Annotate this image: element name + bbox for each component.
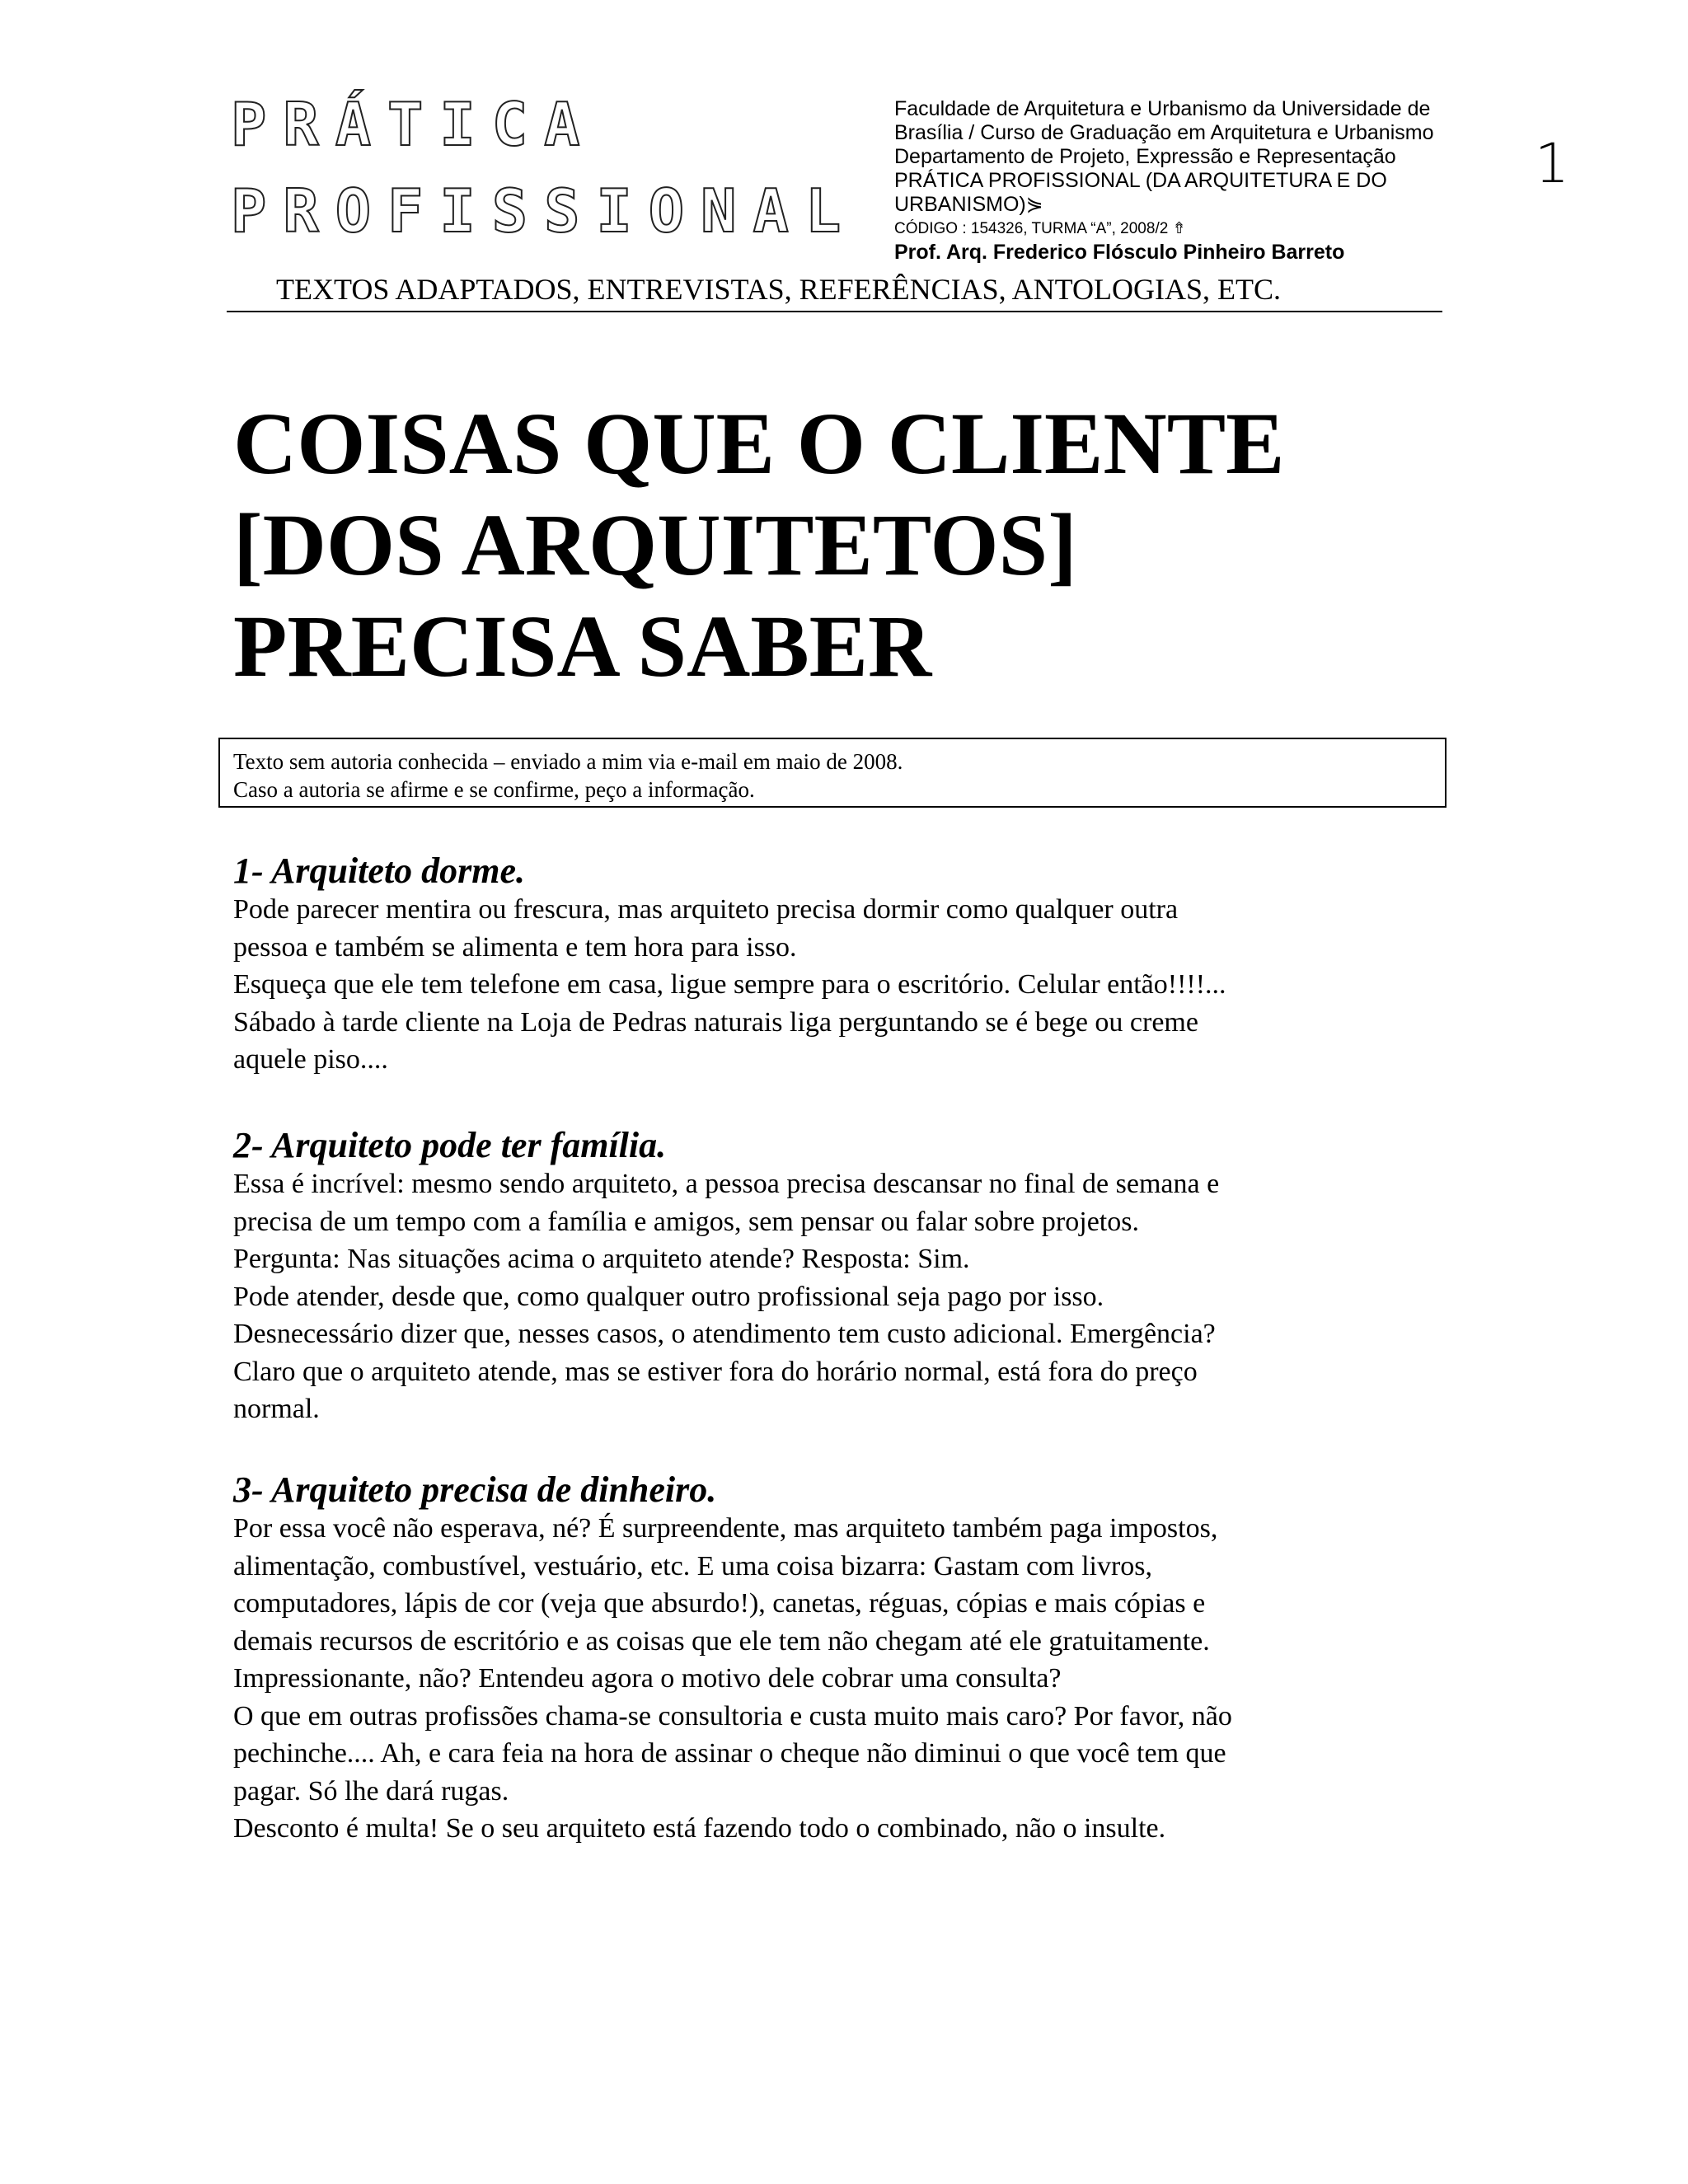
title-line: COISAS QUE O CLIENTE <box>233 396 1285 493</box>
document-title <box>233 394 1284 698</box>
paragraph-line: Pergunta: Nas situações acima o arquiteto atende? Resposta: Sim. <box>233 1244 970 1274</box>
paragraph-line: aquele piso.... <box>233 1044 388 1075</box>
paragraph-line: precisa de um tempo com a família e amigos, sem pensar ou falar sobre projetos. <box>233 1206 1139 1237</box>
paragraph-line: Desconto é multa! Se o seu arquiteto está fazendo todo o combinado, não o insulte. <box>233 1813 1166 1844</box>
paragraph-line: Essa é incrível: mesmo sendo arquiteto, a pessoa precisa descansar no final de semana e <box>233 1169 1220 1199</box>
logo-line-1: PRÁTICA <box>231 90 597 159</box>
course-code: CÓDIGO : 154326, TURMA “A”, 2008/2 ⇮ <box>894 220 1186 237</box>
institution-line: URBANISMO)⋟ <box>894 193 1043 216</box>
paragraph-line: demais recursos de escritório e as coisas que ele tem não chegam até ele gratuitamente. <box>233 1625 1210 1657</box>
authorship-note <box>218 738 1447 808</box>
paragraph-line: Sábado à tarde cliente na Loja de Pedras naturais liga perguntando se é bege ou creme <box>233 1006 1198 1038</box>
note-line: Texto sem autoria conhecida – enviado a mim via e-mail em maio de 2008. <box>233 749 903 774</box>
section-heading: 3- Arquiteto precisa de dinheiro. <box>233 1469 717 1510</box>
page-number: 1 <box>1535 132 1569 195</box>
paragraph-line: pechinche.... Ah, e cara feia na hora de assinar o cheque não diminui o que você tem que <box>233 1738 1226 1769</box>
paragraph-line: O que em outras profissões chama-se consultoria e custa muito mais caro? Por favor, não <box>233 1700 1232 1732</box>
paragraph-line: normal. <box>233 1394 320 1424</box>
section-arquiteto-familia <box>233 1126 1519 1428</box>
paragraph-line: Pode atender, desde que, como qualquer outro profissional seja pago por isso. <box>233 1281 1104 1312</box>
institution-line: PRÁTICA PROFISSIONAL (DA ARQUITETURA E DO <box>894 169 1387 192</box>
institution-line: Brasília / Curso de Graduação em Arquitetura e Urbanismo <box>894 121 1434 144</box>
institution-line: Departamento de Projeto, Expressão e Representação <box>894 145 1396 168</box>
note-line: Caso a autoria se afirme e se confirme, peço a informação. <box>233 777 755 802</box>
paragraph-line: Esqueça que ele tem telefone em casa, ligue sempre para o escritório. Celular então!!!!... <box>233 969 1226 1000</box>
header-divider <box>227 311 1442 312</box>
title-line: [DOS ARQUITETOS] <box>233 497 1077 594</box>
section-heading: 1- Arquiteto dorme. <box>233 851 526 891</box>
paragraph-line: Desnecessário dizer que, nesses casos, o atendimento tem custo adicional. Emergência? <box>233 1319 1216 1349</box>
paragraph-line: Claro que o arquiteto atende, mas se estiver fora do horário normal, está fora do preço <box>233 1356 1198 1387</box>
paragraph-line: computadores, lápis de cor (veja que absurdo!), canetas, réguas, cópias e mais cópias e <box>233 1588 1206 1619</box>
paragraph-line: Por essa você não esperava, né? É surpreendente, mas arquiteto também paga impostos, <box>233 1513 1218 1544</box>
institution-line: Faculdade de Arquitetura e Urbanismo da Universidade de <box>894 97 1431 120</box>
professor-name: Prof. Arq. Frederico Flósculo Pinheiro Barreto <box>894 241 1345 264</box>
texts-heading: TEXTOS ADAPTADOS, ENTREVISTAS, REFERÊNCIAS, ANTOLOGIAS, ETC. <box>276 273 1281 306</box>
section-arquiteto-dinheiro <box>233 1470 1519 1848</box>
paragraph-line: Impressionante, não? Entendeu agora o motivo dele cobrar uma consulta? <box>233 1663 1062 1694</box>
paragraph-line: pessoa e também se alimenta e tem hora para isso. <box>233 931 797 963</box>
institution-block <box>894 97 1488 265</box>
section-arquiteto-dorme <box>233 851 1519 1079</box>
paragraph-line: Pode parecer mentira ou frescura, mas arquiteto precisa dormir como qualquer outra <box>233 894 1179 925</box>
section-heading: 2- Arquiteto pode ter família. <box>233 1125 667 1165</box>
title-line: PRECISA SABER <box>233 598 932 696</box>
paragraph-line: alimentação, combustível, vestuário, etc. E uma coisa bizarra: Gastam com livros, <box>233 1550 1153 1582</box>
paragraph-line: pagar. Só lhe dará rugas. <box>233 1775 509 1807</box>
logo-line-2: PROFISSIONAL <box>231 176 858 246</box>
